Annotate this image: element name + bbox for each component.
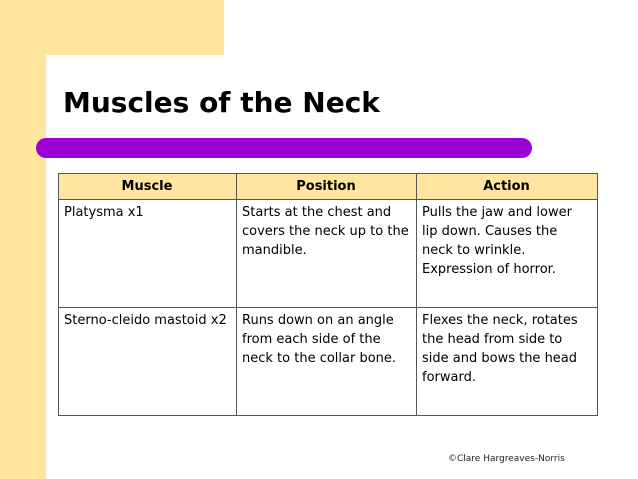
table-header-row bbox=[59, 174, 598, 200]
background-block-top bbox=[0, 0, 224, 55]
copyright-notice: ©Clare Hargreaves-Norris bbox=[448, 454, 565, 464]
cell-action: Pulls the jaw and lower lip down. Causes the neck to wrinkle. Expression of horror. bbox=[417, 200, 598, 308]
slide-title: Muscles of the Neck bbox=[63, 86, 380, 119]
cell-muscle: Platysma x1 bbox=[59, 200, 237, 308]
header-muscle: Muscle bbox=[59, 174, 237, 200]
header-position: Position bbox=[237, 174, 417, 200]
cell-muscle: Sterno-cleido mastoid x2 bbox=[59, 308, 237, 416]
cell-position: Starts at the chest and covers the neck up to the mandible. bbox=[237, 200, 417, 308]
table-row bbox=[59, 200, 598, 308]
cell-position: Runs down on an angle from each side of the neck to the collar bone. bbox=[237, 308, 417, 416]
background-block-left bbox=[0, 0, 46, 479]
table-row bbox=[59, 308, 598, 416]
header-action: Action bbox=[417, 174, 598, 200]
cell-action: Flexes the neck, rotates the head from side to side and bows the head forward. bbox=[417, 308, 598, 416]
accent-bar bbox=[36, 138, 532, 158]
muscles-table bbox=[58, 173, 598, 416]
